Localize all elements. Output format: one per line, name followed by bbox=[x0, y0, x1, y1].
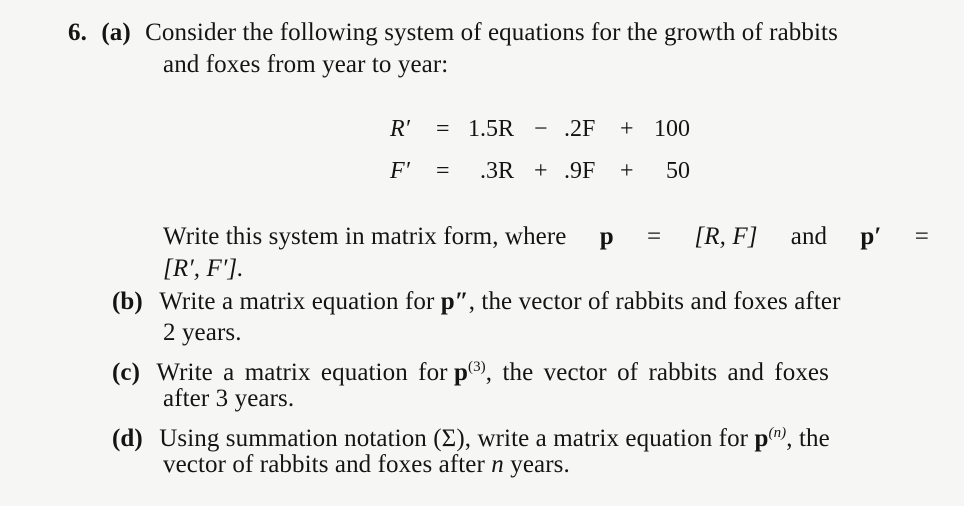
eq1-lhs: R′ bbox=[390, 116, 410, 142]
eq1-term1: 1.5R bbox=[468, 116, 515, 142]
eq2-lhs: F′ bbox=[390, 158, 410, 184]
part-a-write-line1 bbox=[163, 222, 929, 252]
part-d-line2-post: years. bbox=[510, 451, 570, 478]
part-c-line2: after 3 years. bbox=[163, 385, 295, 412]
part-b-text-post: , the vector of rabbits and foxes after bbox=[468, 288, 841, 315]
problem-header bbox=[68, 18, 838, 48]
superscript-n: (n) bbox=[768, 425, 787, 441]
and-word: and bbox=[790, 223, 828, 250]
part-a-label: (a) bbox=[101, 19, 131, 46]
eq1-constant: 100 bbox=[654, 116, 690, 142]
eq2-term2: .9F bbox=[564, 158, 596, 184]
part-b-text-pre: Write a matrix equation for bbox=[159, 288, 435, 315]
part-b-line1 bbox=[112, 287, 929, 317]
equals-sign: = bbox=[646, 223, 662, 250]
part-c-line1 bbox=[112, 352, 929, 388]
part-a-intro-line1: Consider the following system of equations for the growth of rabbits bbox=[145, 19, 838, 46]
eq2-equals: = bbox=[436, 158, 450, 184]
part-c-text-pre: Write a matrix equation for bbox=[156, 359, 448, 386]
vector-p-value: [R, F] bbox=[694, 223, 758, 250]
part-d-line2-pre: vector of rabbits and foxes after bbox=[163, 451, 485, 478]
vector-p-prime: p′ bbox=[860, 223, 882, 250]
part-d-line2 bbox=[163, 450, 570, 480]
vector-p3: p bbox=[453, 359, 468, 386]
eq1-term2: .2F bbox=[564, 116, 596, 142]
part-d-label: (d) bbox=[112, 425, 143, 452]
variable-n: n bbox=[491, 451, 504, 478]
part-a-write-line2: [R′, F′]. bbox=[163, 255, 244, 282]
superscript-3: (3) bbox=[467, 359, 486, 375]
eq2-op1: + bbox=[534, 158, 548, 184]
problem-number: 6. bbox=[68, 19, 87, 46]
part-d-text-pre: Using summation notation (Σ), write a matrix equation for bbox=[159, 425, 749, 452]
eq2-op2: + bbox=[620, 158, 634, 184]
part-d-text-post: , the bbox=[786, 425, 830, 452]
part-b-label: (b) bbox=[112, 288, 143, 315]
equals-sign-2: = bbox=[914, 223, 929, 250]
part-c-text-post: , the vector of rabbits and foxes bbox=[485, 359, 829, 386]
eq2-constant: 50 bbox=[666, 158, 690, 184]
part-b-line2: 2 years. bbox=[163, 319, 242, 346]
vector-pn: p bbox=[754, 425, 769, 452]
part-d-line1 bbox=[112, 418, 929, 454]
vector-p-double-prime: p″ bbox=[440, 288, 469, 315]
eq2-term1: .3R bbox=[480, 158, 515, 184]
eq1-op1: − bbox=[534, 116, 548, 142]
part-a-intro-line2: and foxes from year to year: bbox=[163, 51, 449, 78]
part-a-write-text: Write this system in matrix form, where bbox=[163, 223, 567, 250]
eq1-op2: + bbox=[620, 116, 634, 142]
eq1-equals: = bbox=[436, 116, 450, 142]
vector-p: p bbox=[599, 223, 614, 250]
part-c-label: (c) bbox=[112, 359, 141, 386]
